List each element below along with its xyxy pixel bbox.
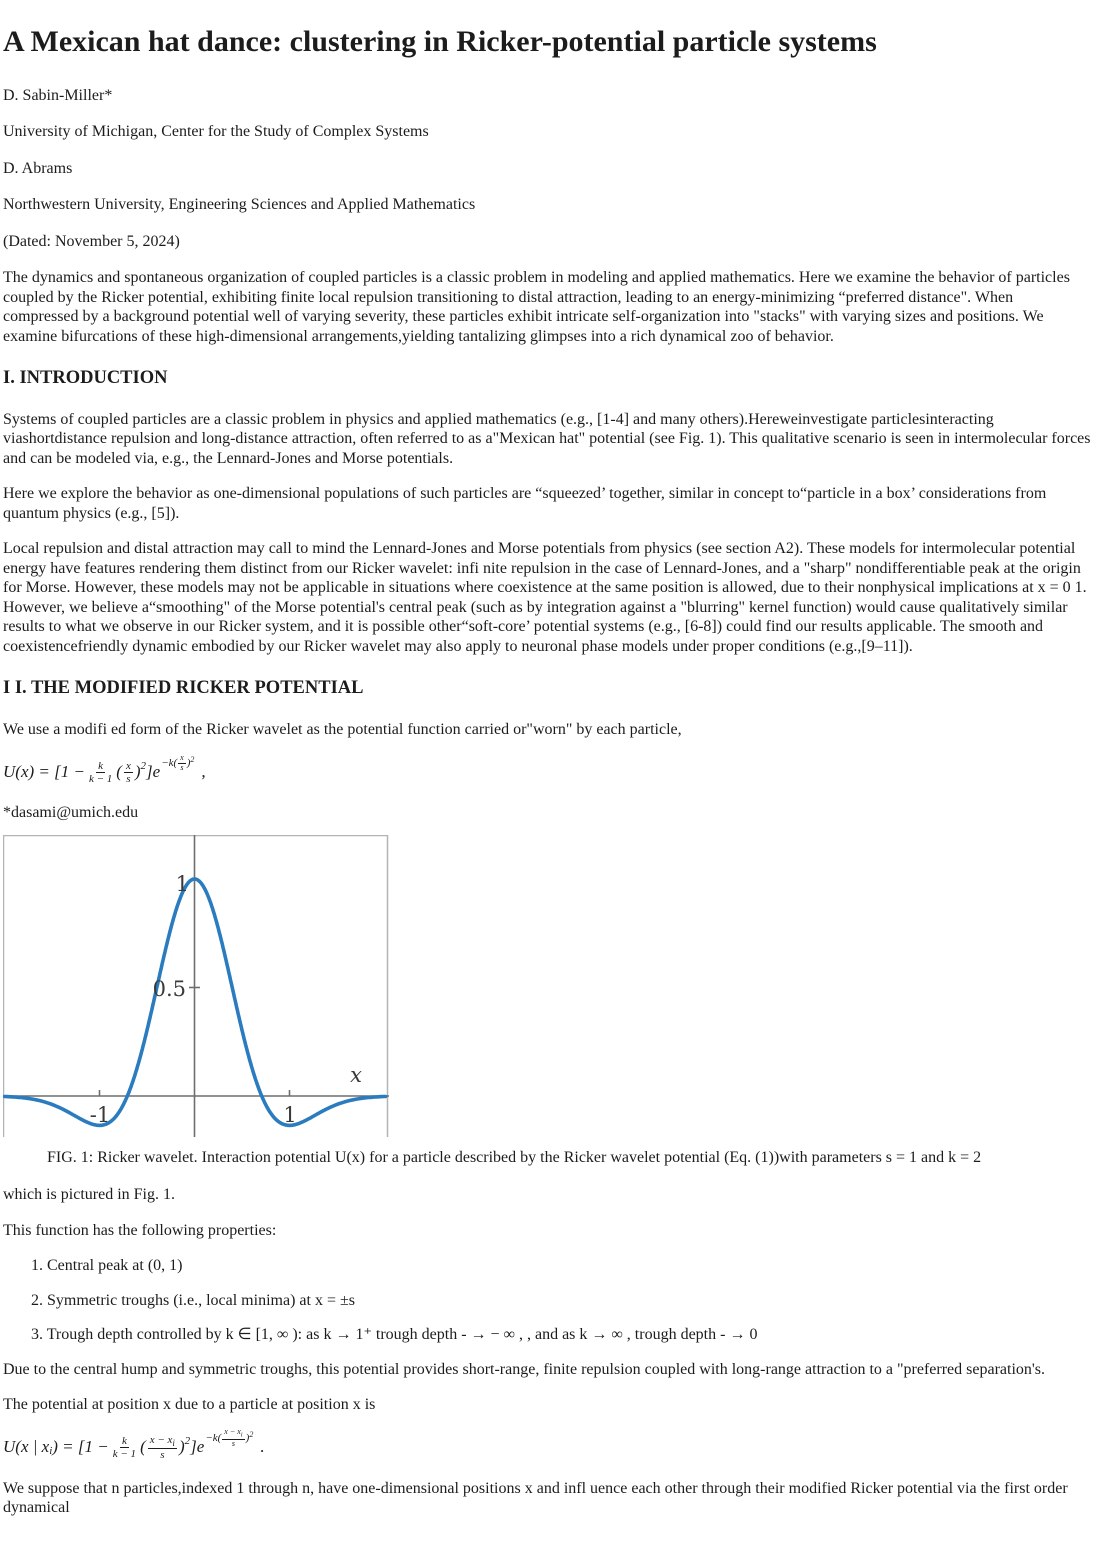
paper-title: A Mexican hat dance: clustering in Ricker-potential particle systems [3,25,877,58]
property-item-3: 3. Trough depth controlled by k ∈ [1, ∞ ): as k → 1⁺ trough depth - → − ∞ , , and as k → ∞ , trough depth - → 0 [31,1326,758,1344]
eq2-inner-subscript: i [172,1438,175,1449]
eq2-exponent: −k( $\frac{x - x_i}{s}$ ) 2 [205,1427,254,1449]
author-affiliation-2: Northwestern University, Engineering Sciences and Applied Mathematics [3,196,476,214]
eq2-fraction-xxi: $\frac{x - x_i}{s}$ [149,1433,175,1462]
y-tick-label-05: 0.5 [152,976,186,1001]
intro-paragraph-2: Here we explore the behavior as one-dimensional populations of such particles are “squeezed’ together, similar in concept to“particle in a box’ considerations from quantum physics (e.g., [5]). [3,485,1047,522]
closing-paragraph: We suppose that n particles,indexed 1 through n, have one-dimensional positions x and infl uence each other through their modified Ricker potential via the first order dynamical [3,1479,1068,1517]
equation-1 [3,755,1091,789]
x-tick-label-plus1: 1 [283,1102,297,1127]
intro-paragraph-1: Systems of coupled particles are a classic problem in physics and applied mathematics (e.g., [1-4] and many others).Hereweinvestigate particlesinteracting viashortdistance repulsion and long-distance attraction, often referred to as a"Mexican hat" potential (see Fig. 1). This qualitative scenario is seen in intermolecular forces and can be modeled via, e.g., the Lennard-Jones and Morse potentials. [3,410,1091,467]
author-name-1: D. Sabin-Miller* [3,86,113,104]
properties-intro-paragraph: This function has the following properties: [3,1221,277,1239]
eq2-lhs2: ) = [1 − [52,1437,109,1457]
property-item-2: 2. Symmetric troughs (i.e., local minima) at x = ±s [31,1291,355,1309]
eq1-comma: , [201,762,206,782]
eq1-bracket-e: ]e [146,762,161,782]
eq2-square: 2 [184,1434,191,1447]
eq1-paren-close: ) [134,762,141,782]
eq1-fraction-k: $\frac{k}{k - 1}$ [88,759,113,785]
intro-paragraph-3: Local repulsion and distal attraction may call to mind the Lennard-Jones and Morse potentials from physics (see section A2). These models for intermolecular potential energy have features rendering them distinct from our Ricker wavelet: infi nite repulsion in the case of Lennard-Jones, and a "sharp" nondifferentiable peak at the origin for Morse. However, these models may not be applicable in situations where coexistence at the same position is allowed, due to their nonphysical implications at x = 0 1. However, we believe a“smoothing" of the Morse potential's central peak (such as by integration against a "blurring" kernel function) would cause qualitatively similar results to what we observe in our Ricker system, and it is possible other“soft-core’ potential systems (e.g., [6-8]) could find our results applicable. The smooth and coexistencefriendly dynamic embodied by our Ricker wavelet may also apply to neuronal phase models under proper conditions (e.g.,[9–11]). [3,540,1087,655]
abstract-text: The dynamics and spontaneous organization of coupled particles is a classic problem in modeling and applied mathematics. Here we examine the behavior of particles coupled by the Ricker potential, exhibiting finite local repulsion transitioning to distal attraction, leading to an energy-minimizing “preferred distance". When compressed by a background potential well of varying severity, these particles exhibit intricate self-organization into "stacks" with varying sizes and positions. We examine bifurcations of these high-dimensional arrangements,yielding tantalizing glimpses into a rich dynamical zoo of behavior. [3,269,1070,345]
eq2-period: . [260,1437,265,1457]
eq2-paren-open: ( [140,1437,146,1457]
eq2-lhs-subscript: i [49,1444,53,1457]
footnote-email: *dasami@umich.edu [3,804,139,822]
ricker-wavelet-plot [3,835,389,1137]
eq1-paren-open: ( [116,762,122,782]
eq2-exp-subscript: i [240,1431,243,1439]
section-heading-introduction: I. INTRODUCTION [3,368,168,389]
figure-1-caption: FIG. 1: Ricker wavelet. Interaction potential U(x) for a particle described by the Ricker wavelet potential (Eq. (1))with parameters s = 1 and k = 2 [47,1149,982,1167]
x-tick-label-minus1: -1 [89,1102,111,1127]
eq2-bracket-e: ]e [190,1437,205,1457]
eq1-fraction-xs: $\frac{x}{s}$ [125,759,131,785]
after-figure-paragraph: which is pictured in Fig. 1. [3,1186,175,1203]
due-to-paragraph: Due to the central hump and symmetric troughs, this potential provides short-range, finite repulsion coupled with long-range attraction to a "preferred separation's. [3,1360,1045,1378]
property-item-1: 1. Central peak at (0, 1) [31,1257,183,1275]
eq2-fraction-k: $\frac{k}{k - 1}$ [112,1435,137,1461]
eq1-exponent: −k( $\frac{x}{s}$ ) 2 [161,753,195,772]
x-axis-label: x [350,1062,362,1087]
eq2-lhs: U(x | x [3,1437,50,1457]
author-affiliation-1: University of Michigan, Center for the Study of Complex Systems [3,123,429,141]
section-heading-ricker-potential: I I. THE MODIFIED RICKER POTENTIAL [3,678,364,699]
figure-1 [3,835,389,1143]
y-tick-label-1: 1 [175,871,189,896]
eq1-lhs: U(x) = [1 − [3,762,85,782]
byline-block [3,86,1091,252]
equation-2 [3,1427,1091,1465]
ricker-intro-paragraph: We use a modifi ed form of the Ricker wavelet as the potential function carried or"worn" by each particle, [3,720,682,738]
author-name-2: D. Abrams [3,159,73,177]
eq1-square: 2 [140,759,147,772]
date-line: (Dated: November 5, 2024) [3,232,180,250]
potential-at-paragraph: The potential at position x due to a particle at position x is [3,1396,376,1414]
eq2-paren-close: ) [178,1437,185,1457]
